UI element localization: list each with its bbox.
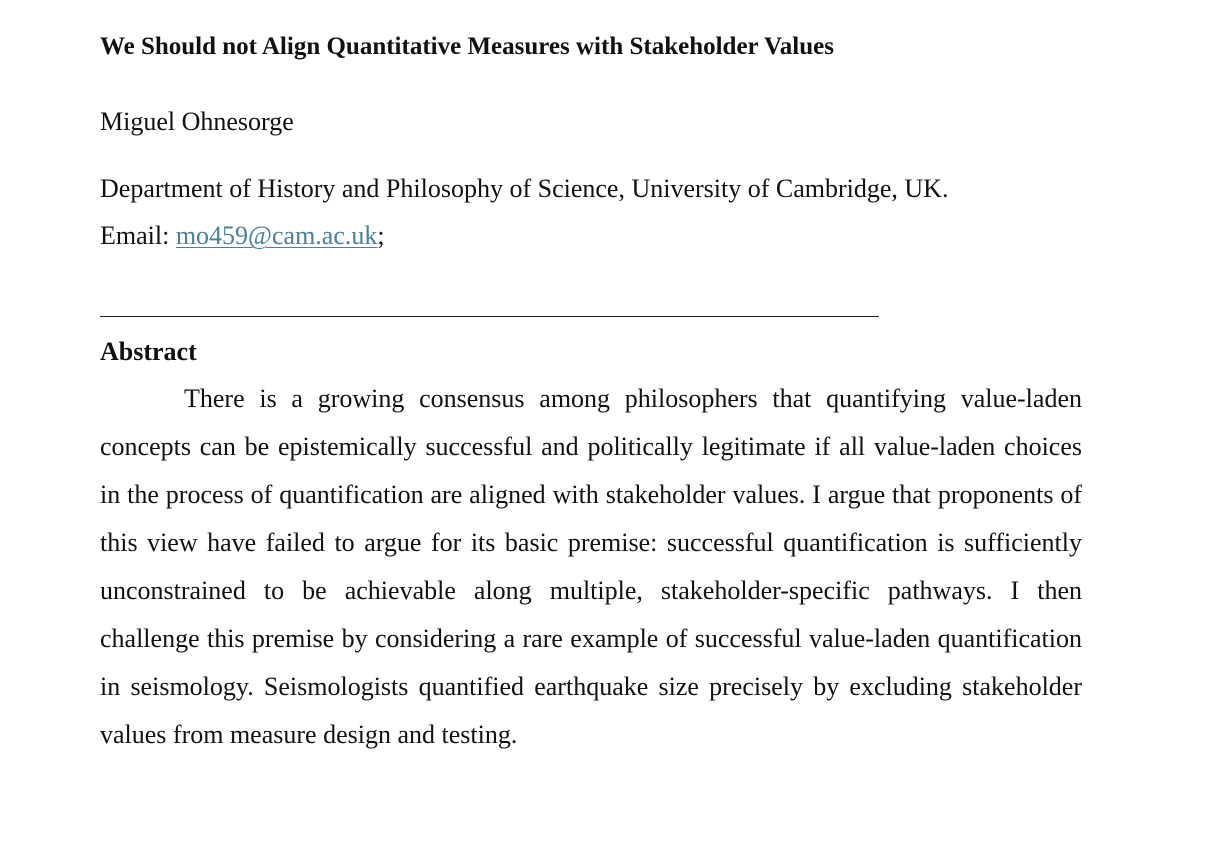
email-link[interactable]: mo459@cam.ac.uk <box>175 221 378 250</box>
email-line <box>100 219 385 253</box>
section-separator <box>100 316 879 317</box>
abstract-body: There is a growing consensus among philosophers that quantifying value-laden concepts can be epistemically successful and politically legitimate if all value-laden choices in the process of quantification are aligned with stakeholder values. I argue that proponents of this view have failed to argue for its basic premise: successful quantification is sufficiently unconstrained to be achievable along multiple, stakeholder-specific pathways. I then challenge this premise by considering a rare example of successful value-laden quantification in seismology. Seismologists quantified earthquake size precisely by excluding stakeholder values from measure design and testing. <box>100 384 1082 749</box>
abstract-heading: Abstract <box>100 337 197 366</box>
paper-title: We Should not Align Quantitative Measures with Stakeholder Values <box>100 33 834 60</box>
author-affiliation: Department of History and Philosophy of Science, University of Cambridge, UK. <box>100 174 949 203</box>
email-suffix: ; <box>377 221 385 250</box>
author-name: Miguel Ohnesorge <box>100 107 294 136</box>
email-label: Email: <box>100 221 176 250</box>
